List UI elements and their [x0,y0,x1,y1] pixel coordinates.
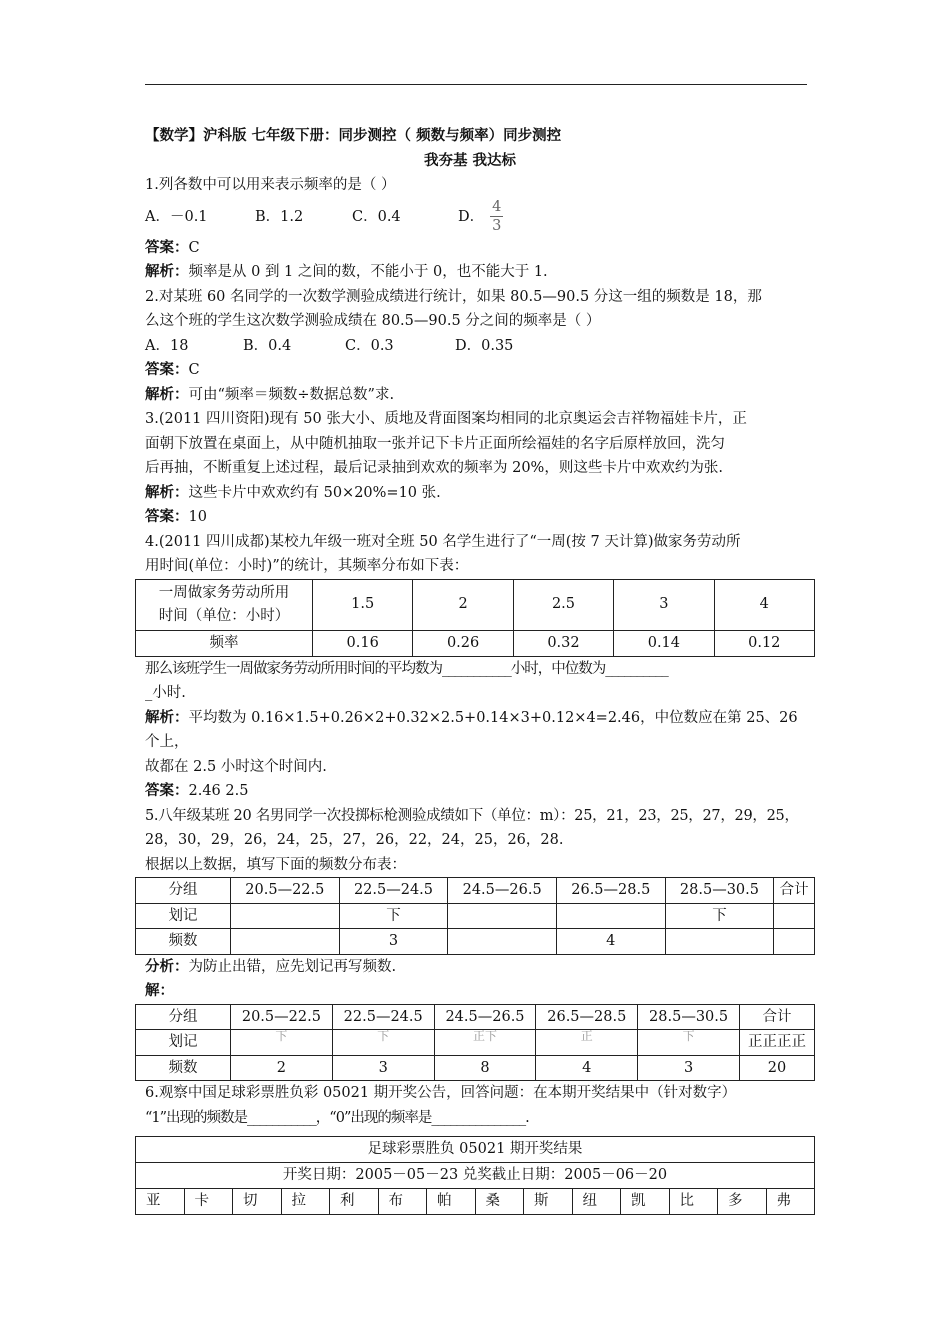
answer-value: 10 [188,509,207,525]
table-header-cell: 分组 [136,1004,231,1030]
table-row [136,1004,815,1030]
q2-option-b: B．0.4 [243,337,292,354]
table-cell [448,903,557,929]
team-cell: 弗 [766,1189,815,1215]
table-cell: 1.5 [313,579,413,630]
answer-label: 答案： [145,508,189,525]
analysis-text: 为防止出错，应先划记再写频数. [188,958,397,975]
table-row [136,1137,815,1163]
fraction-denominator: 3 [492,218,502,234]
table-cell: 3 [638,1055,740,1081]
table-cell: 20 [739,1055,814,1081]
q6-stem-line2: “1”出现的频数是___________，“0”出现的频率是_______________. [145,1109,529,1126]
team-cell: 凯 [621,1189,670,1215]
header-line: 一周做家务劳动所用 [158,584,290,601]
q1-stem: 1.列各数中可以用来表示频率的是（ ） [145,177,396,193]
q1-option-a: A．－0.1 [145,208,208,225]
lottery-table-dates: 开奖日期：2005－05－23 兑奖截止日期：2005－06－20 [136,1163,815,1189]
team-cell: 多 [718,1189,767,1215]
q4-analysis [145,706,815,755]
analysis-label: 解析： [145,385,189,403]
tally-cell: 下 [638,1030,740,1056]
table-cell: 4 [714,579,814,630]
q2-options [145,334,815,359]
q1-option-d: D． [458,208,485,225]
q3-stem-line3: 后再抽，不断重复上述过程，最后记录抽到欢欢的频率为 20%，则这些卡片中欢欢约为张. [145,460,723,476]
header-rule [145,84,807,85]
q2-option-d: D．0.35 [455,337,514,354]
q6-lottery-table [135,1136,815,1215]
table-cell: 下 [339,903,448,929]
team-cell: 卡 [184,1189,233,1215]
q5-stem-line1: 5.八年级某班 20 名男同学一次投掷标枪测验成绩如下（单位：m）：25，21，23，25，27，29，25， [145,807,799,824]
table-cell [774,929,815,955]
answer-label: 答案： [145,782,189,799]
table-row [136,903,815,929]
table-header-cell: 20.5—22.5 [231,1004,333,1030]
table-header-cell: 合计 [774,878,815,904]
page-subtitle: 我夯基 我达标 [423,151,517,169]
table-header-cell: 28.5—30.5 [638,1004,740,1030]
analysis-label: 分析： [145,957,189,975]
q3-stem-line2: 面朝下放置在桌面上，从中随机抽取一张并记下卡片正面所绘福娃的名字后原样放回，洗匀 [145,435,725,452]
q1-option-b: B．1.2 [255,208,304,225]
q5-solution-table [135,1004,815,1082]
q1-option-d-fraction [490,198,503,235]
q3-answer [145,505,815,530]
answer-label: 答案： [145,238,189,256]
table-row [136,630,815,656]
table-header-cell: 24.5—26.5 [448,878,557,904]
table-cell: 下 [665,903,774,929]
analysis-text: 可由“频率＝频数÷数据总数”求. [188,386,395,403]
table-header-cell: 22.5—24.5 [332,1004,434,1030]
team-cell: 亚 [136,1189,185,1215]
table-row [136,1163,815,1189]
analysis-text: 这些卡片中欢欢约有 50×20%=10 张. [188,484,441,501]
q5-stem-line3: 根据以上数据，填写下面的频数分布表： [145,856,406,873]
table-cell: 0.32 [513,630,613,656]
table-header-cell: 频数 [136,1055,231,1081]
table-cell [448,929,557,955]
analysis-text: 平均数为 0.16×1.5+0.26×2+0.32×2.5+0.14×3+0.12×4=2.46，中位数应在第 25、26 个上， [145,709,798,750]
table-header-cell: 划记 [136,903,231,929]
tally-cell: 下 [231,1030,333,1056]
table-header-cell: 22.5—24.5 [339,878,448,904]
q5-jie-label: 解： [145,982,174,999]
q4-fill-line2: _小时. [145,685,186,701]
table-header-cell: 划记 [136,1030,231,1056]
q2-option-c: C．0.3 [345,337,394,354]
table-cell: 0.12 [714,630,814,656]
table-row [136,1055,815,1081]
table-cell: 3 [339,929,448,955]
q2-stem-line2: 么这个班的学生这次数学测验成绩在 80.5—90.5 分之间的频率是（ ） [145,313,601,329]
table-row [136,1030,815,1056]
table-cell [556,903,665,929]
q1-analysis [145,260,815,285]
table-header-cell: 26.5—28.5 [536,1004,638,1030]
table-cell: 4 [536,1055,638,1081]
table-header-cell: 24.5—26.5 [434,1004,536,1030]
team-cell: 利 [330,1189,379,1215]
table-row [136,929,815,955]
q2-analysis [145,383,815,408]
tally-cell: 正 [536,1030,638,1056]
q3-stem-line1: 3.(2011 四川资阳)现有 50 张大小、质地及背面图案均相同的北京奥运会吉祥物福娃卡片，正 [145,411,747,427]
page-title: 【数学】沪科版 七年级下册：同步测控（ 频数与频率）同步测控 [145,127,562,144]
table-cell: 0.14 [614,630,714,656]
lottery-table-title: 足球彩票胜负 05021 期开奖结果 [136,1137,815,1163]
table-cell: 2 [231,1055,333,1081]
q2-option-a: A．18 [145,337,189,354]
worksheet [145,124,815,1215]
analysis-label: 解析： [145,263,189,280]
table-header-cell: 20.5—22.5 [231,878,340,904]
q1-option-c: C．0.4 [352,208,401,225]
team-cell: 帕 [427,1189,476,1215]
q4-frequency-table [135,579,815,657]
q5-fenxi [145,955,815,980]
analysis-text: 频率是从 0 到 1 之间的数，不能小于 0，也不能大于 1. [188,264,548,280]
table-cell [231,929,340,955]
table-cell: 0.16 [313,630,413,656]
team-cell: 拉 [281,1189,330,1215]
q4-analysis-line2: 故都在 2.5 小时这个时间内. [145,758,327,775]
table-cell: 8 [434,1055,536,1081]
table-header-cell: 26.5—28.5 [556,878,665,904]
table-cell [774,903,815,929]
analysis-label: 解析： [145,708,189,726]
table-cell: 3 [614,579,714,630]
answer-value: 2.46 2.5 [188,783,249,799]
table-cell: 0.26 [413,630,513,656]
table-header-cell [136,579,313,630]
table-row [136,878,815,904]
table-header-cell: 频率 [136,630,313,656]
team-cell: 斯 [524,1189,573,1215]
q4-fill-line1: 那么该班学生一周做家务劳动所用时间的平均数为___________小时，中位数为__________ [145,660,668,677]
team-cell: 桑 [475,1189,524,1215]
tally-cell: 正下 [434,1030,536,1056]
q2-stem-line1: 2.对某班 60 名同学的一次数学测验成绩进行统计，如果 80.5—90.5 分这一组的频数是 18，那 [145,288,762,305]
q1-answer [145,236,815,261]
table-cell [231,903,340,929]
table-cell: 2.5 [513,579,613,630]
table-row [136,579,815,630]
answer-value: C [188,239,200,256]
answer-value: C [188,362,200,378]
q4-stem-line1: 4.(2011 四川成都)某校九年级一班对全班 50 名学生进行了“一周(按 7 天计算)做家务劳动所 [145,533,741,550]
q4-answer [145,779,815,804]
table-header-cell: 28.5—30.5 [665,878,774,904]
team-cell: 切 [233,1189,282,1215]
table-row [136,1189,815,1215]
q2-answer [145,358,815,383]
q6-stem-line1: 6.观察中国足球彩票胜负彩 05021 期开奖公告，回答问题：在本期开奖结果中（针对数字） [145,1085,737,1101]
answer-label: 答案： [145,361,189,378]
q5-stem-line2: 28，30，29，26，24，25，27，26，22，24，25，26，28. [145,832,564,848]
q5-distribution-table [135,877,815,955]
fraction-numerator: 4 [492,199,502,215]
table-header-cell: 合计 [739,1004,814,1030]
table-cell [665,929,774,955]
tally-total-cell: 正正正正 [739,1030,814,1056]
q4-stem-line2: 用时间(单位：小时)”的统计，其频率分布如下表： [145,558,469,574]
table-cell: 3 [332,1055,434,1081]
team-cell: 比 [669,1189,718,1215]
tally-cell: 下 [332,1030,434,1056]
q3-analysis [145,481,815,506]
table-header-cell: 频数 [136,929,231,955]
header-line: 时间（单位：小时） [158,607,290,624]
team-cell: 布 [378,1189,427,1215]
analysis-label: 解析： [145,483,189,501]
table-cell: 4 [556,929,665,955]
team-cell: 纽 [572,1189,621,1215]
table-header-cell: 分组 [136,878,231,904]
q1-options [145,198,815,236]
table-cell: 2 [413,579,513,630]
